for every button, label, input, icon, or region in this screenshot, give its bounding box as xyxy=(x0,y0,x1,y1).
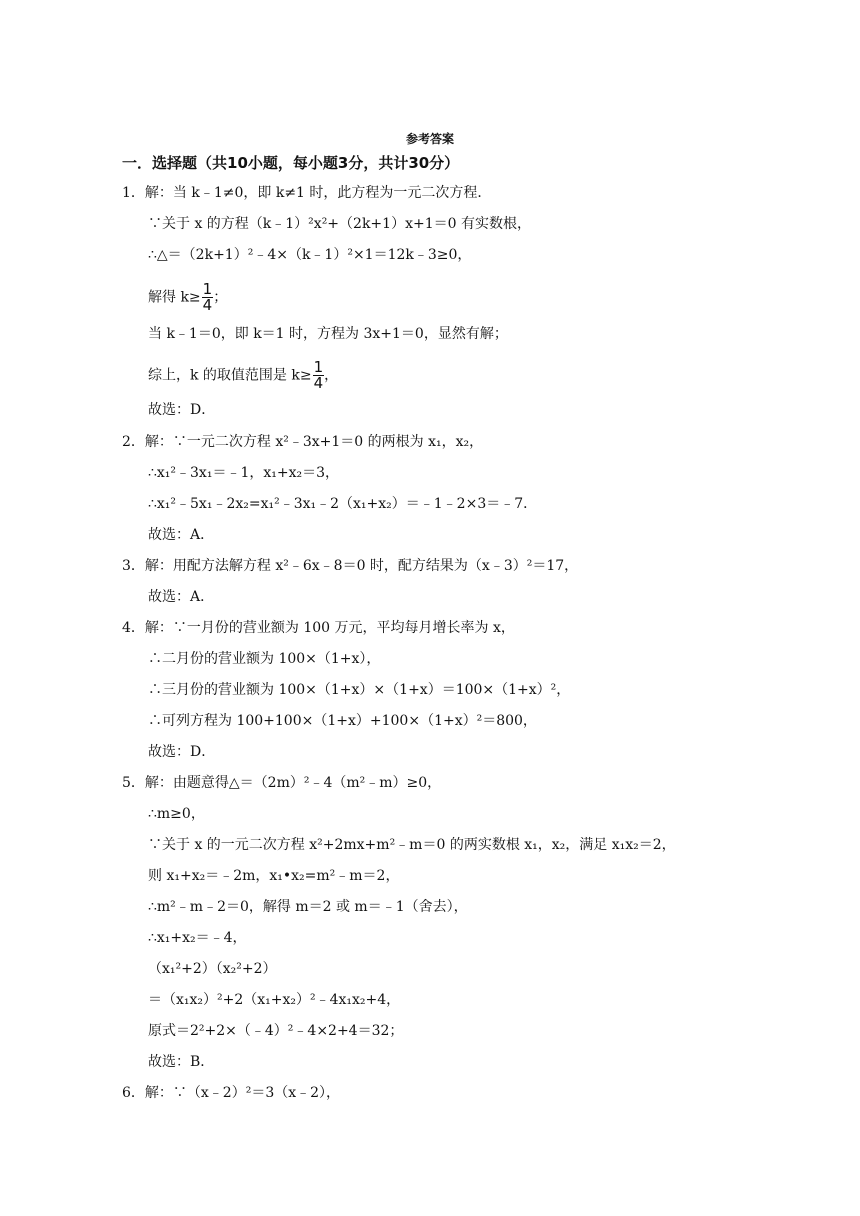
solution-line xyxy=(148,245,471,265)
solution-line xyxy=(148,897,468,917)
fraction-numerator: 1 xyxy=(313,358,324,376)
solution-line xyxy=(148,649,380,669)
fraction-denominator: 4 xyxy=(202,296,213,314)
solution-line xyxy=(148,494,537,514)
solution-line xyxy=(148,680,570,700)
solution-line xyxy=(148,400,215,420)
solution-line xyxy=(148,587,214,607)
line-suffix: ， xyxy=(324,367,339,384)
line-text: 6．解：∵（x﹣2）²＝3（x﹣2）， xyxy=(122,1085,341,1101)
solution-line xyxy=(148,1052,214,1072)
line-text: ∴二月份的营业额为 100×（1+x）， xyxy=(148,651,381,667)
line-text: 1．解：当 k﹣1≠0，即 k≠1 时，此方程为一元二次方程． xyxy=(122,185,492,201)
question-solution-start xyxy=(122,432,483,452)
solution-line xyxy=(148,804,205,824)
question-solution-start xyxy=(122,1083,340,1103)
question-solution-start xyxy=(122,556,578,576)
question-solution-start xyxy=(122,183,491,203)
line-text: ∵关于 x 的一元二次方程 x²+2mx+m²﹣m＝0 的两实数根 x₁，x₂，满足 x₁x₂＝2， xyxy=(148,837,676,853)
line-text: 综上，k 的取值范围是 k≥ xyxy=(148,367,312,384)
line-text: ∴x₁²﹣5x₁﹣2x₂=x₁²﹣3x₁﹣2（x₁+x₂）＝﹣1﹣2×3＝﹣7． xyxy=(148,496,538,512)
line-text: 故选：D． xyxy=(148,744,216,760)
solution-line xyxy=(148,360,338,391)
fraction xyxy=(313,360,325,391)
line-text: ＝（x₁x₂）²+2（x₁+x₂）²﹣4x₁x₂+4， xyxy=(148,992,401,1008)
line-text: 故选：B． xyxy=(148,1054,215,1070)
section-heading: 一．选择题（共10小题，每小题3分，共计30分） xyxy=(122,154,460,172)
solution-line xyxy=(148,928,247,948)
line-text: ∴△＝（2k+1）²﹣4×（k﹣1）²×1＝12k﹣3≥0， xyxy=(148,247,472,263)
fraction xyxy=(202,282,214,313)
line-text: 则 x₁+x₂＝﹣2m，x₁•x₂=m²﹣m＝2， xyxy=(148,868,400,884)
solution-line xyxy=(148,282,227,313)
solution-line xyxy=(148,525,214,545)
solution-line xyxy=(148,463,339,483)
solution-line xyxy=(148,959,277,979)
page-title: 参考答案 xyxy=(405,132,454,146)
solution-line xyxy=(148,214,531,234)
line-text: 故选：A． xyxy=(148,589,215,605)
line-text: 2．解：∵一元二次方程 x²﹣3x+1＝0 的两根为 x₁，x₂， xyxy=(122,434,484,450)
line-text: ∴可列方程为 100+100×（1+x）+100×（1+x）²＝800， xyxy=(148,713,537,729)
question-solution-start xyxy=(122,773,441,793)
fraction-denominator: 4 xyxy=(313,374,324,392)
fraction-numerator: 1 xyxy=(202,280,213,298)
line-text: 3．解：用配方法解方程 x²﹣6x﹣8＝0 时，配方结果为（x﹣3）²＝17， xyxy=(122,558,579,574)
line-text: （x₁²+2）（x₂²+2） xyxy=(148,961,277,977)
line-text: 故选：D． xyxy=(148,402,216,418)
line-text: 故选：A． xyxy=(148,527,215,543)
question-solution-start xyxy=(122,618,515,638)
solution-line xyxy=(148,866,399,886)
line-text: ∴m≥0， xyxy=(148,806,205,822)
line-text: 当 k﹣1＝0，即 k＝1 时，方程为 3x+1＝0，显然有解； xyxy=(148,326,508,342)
line-suffix: ； xyxy=(213,289,228,306)
solution-line xyxy=(148,1021,403,1041)
line-text: ∵关于 x 的方程（k﹣1）²x²+（2k+1）x+1＝0 有实数根， xyxy=(148,216,531,232)
line-text: 解得 k≥ xyxy=(148,289,201,306)
solution-line xyxy=(148,711,537,731)
line-text: 5．解：由题意得△＝（2m）²﹣4（m²﹣m）≥0， xyxy=(122,775,442,791)
line-text: ∴x₁+x₂＝﹣4， xyxy=(148,930,247,946)
line-text: ∴m²﹣m﹣2＝0，解得 m＝2 或 m＝﹣1（舍去）， xyxy=(148,899,468,915)
line-text: 4．解：∵一月份的营业额为 100 万元，平均每月增长率为 x， xyxy=(122,620,515,636)
line-text: 原式＝2²+2×（﹣4）²﹣4×2+4＝32； xyxy=(148,1023,404,1039)
line-text: ∴x₁²﹣3x₁＝﹣1，x₁+x₂＝3， xyxy=(148,465,340,481)
solution-line xyxy=(148,990,400,1010)
line-text: ∴三月份的营业额为 100×（1+x）×（1+x）＝100×（1+x）²， xyxy=(148,682,571,698)
solution-line xyxy=(148,742,215,762)
solution-line xyxy=(148,835,676,855)
solution-line xyxy=(148,324,508,344)
